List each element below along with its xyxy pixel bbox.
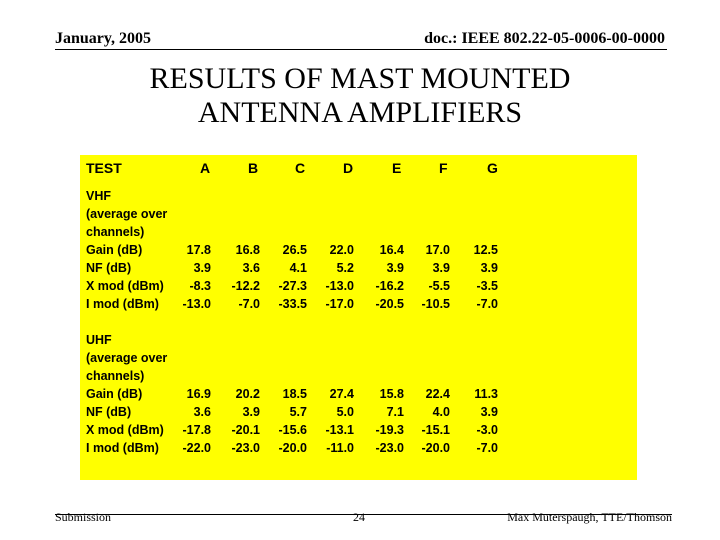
page-number: 24 [353,510,365,524]
vhf-value-cell: -8.3 [189,279,211,293]
vhf-value-cell: 16.8 [235,243,260,257]
uhf-value-cell: -23.0 [375,441,404,455]
uhf-value-cell: 7.1 [386,405,404,419]
vhf-value-cell: -27.3 [278,279,307,293]
uhf-value-cell: 3.9 [242,405,260,419]
uhf-value-cell: -13.1 [325,423,354,437]
header-doc-id: doc.: IEEE 802.22-05-0006-00-0000 [424,30,665,47]
vhf-value-cell: 26.5 [282,243,307,257]
uhf-value-cell: 5.0 [336,405,354,419]
uhf-value-cell: 27.4 [329,387,354,401]
column-header-f: F [439,160,448,176]
vhf-heading-line: (average over [86,207,168,221]
vhf-value-cell: -12.2 [231,279,260,293]
vhf-row-label: I mod (dBm) [86,297,159,311]
column-header-b: B [248,160,259,176]
vhf-value-cell: 4.1 [289,261,307,275]
uhf-heading-line: UHF [86,333,112,347]
vhf-value-cell: -10.5 [421,297,450,311]
column-header-c: C [295,160,306,176]
uhf-heading-line: channels) [86,369,145,383]
uhf-heading-line: (average over [86,351,168,365]
vhf-heading-line: VHF [86,189,111,203]
vhf-row-label: X mod (dBm) [86,279,164,293]
vhf-value-cell: -3.5 [476,279,498,293]
vhf-value-cell: -7.0 [238,297,260,311]
vhf-value-cell: 3.9 [193,261,211,275]
vhf-value-cell: -13.0 [325,279,354,293]
test-column-header: TEST [86,160,122,176]
uhf-value-cell: 20.2 [235,387,260,401]
vhf-value-cell: -16.2 [375,279,404,293]
uhf-value-cell: 3.9 [480,405,498,419]
column-header-d: D [343,160,354,176]
footer-submission: Submission [55,510,112,524]
vhf-value-cell: 16.4 [379,243,404,257]
slide-title-line-1: RESULTS OF MAST MOUNTED [149,62,571,95]
slide-title [0,62,720,130]
vhf-row-label: NF (dB) [86,261,132,275]
uhf-row-label: Gain (dB) [86,387,143,401]
uhf-value-cell: -17.8 [182,423,211,437]
vhf-value-cell: 22.0 [329,243,354,257]
uhf-value-cell: -19.3 [375,423,404,437]
uhf-row-label: NF (dB) [86,405,132,419]
uhf-value-cell: -20.1 [231,423,260,437]
vhf-value-cell: -13.0 [182,297,211,311]
vhf-value-cell: 5.2 [336,261,354,275]
column-header-g: G [487,160,498,176]
uhf-value-cell: 22.4 [425,387,450,401]
column-header-e: E [392,160,402,176]
vhf-value-cell: -20.5 [375,297,404,311]
uhf-value-cell: 15.8 [379,387,404,401]
vhf-value-cell: 3.9 [386,261,404,275]
uhf-value-cell: 18.5 [282,387,307,401]
header-divider [55,49,667,50]
column-header-a: A [200,160,211,176]
uhf-value-cell: -22.0 [182,441,211,455]
vhf-value-cell: 3.9 [432,261,450,275]
uhf-value-cell: -7.0 [476,441,498,455]
uhf-value-cell: -20.0 [421,441,450,455]
uhf-value-cell: -15.1 [421,423,450,437]
uhf-value-cell: -20.0 [278,441,307,455]
footer-author: Max Muterspaugh, TTE/Thomson [507,510,672,524]
uhf-value-cell: 16.9 [186,387,211,401]
vhf-row-label: Gain (dB) [86,243,143,257]
uhf-value-cell: 11.3 [474,387,498,401]
vhf-value-cell: -17.0 [325,297,354,311]
vhf-heading-line: channels) [86,225,145,239]
vhf-value-cell: 12.5 [473,243,498,257]
uhf-value-cell: 4.0 [432,405,450,419]
vhf-value-cell: -33.5 [278,297,307,311]
uhf-row-label: X mod (dBm) [86,423,164,437]
vhf-value-cell: 3.6 [242,261,260,275]
uhf-row-label: I mod (dBm) [86,441,159,455]
header-date: January, 2005 [55,30,152,47]
slide-title-line-2: ANTENNA AMPLIFIERS [197,96,523,129]
vhf-value-cell: -5.5 [428,279,450,293]
uhf-value-cell: -11.0 [326,441,354,455]
uhf-value-cell: 3.6 [193,405,211,419]
uhf-value-cell: -3.0 [476,423,498,437]
results-table [80,155,637,480]
vhf-value-cell: 3.9 [480,261,498,275]
uhf-value-cell: 5.7 [289,405,307,419]
vhf-value-cell: 17.0 [425,243,450,257]
vhf-value-cell: 17.8 [186,243,211,257]
vhf-value-cell: -7.0 [476,297,498,311]
uhf-value-cell: -15.6 [278,423,307,437]
uhf-value-cell: -23.0 [231,441,260,455]
